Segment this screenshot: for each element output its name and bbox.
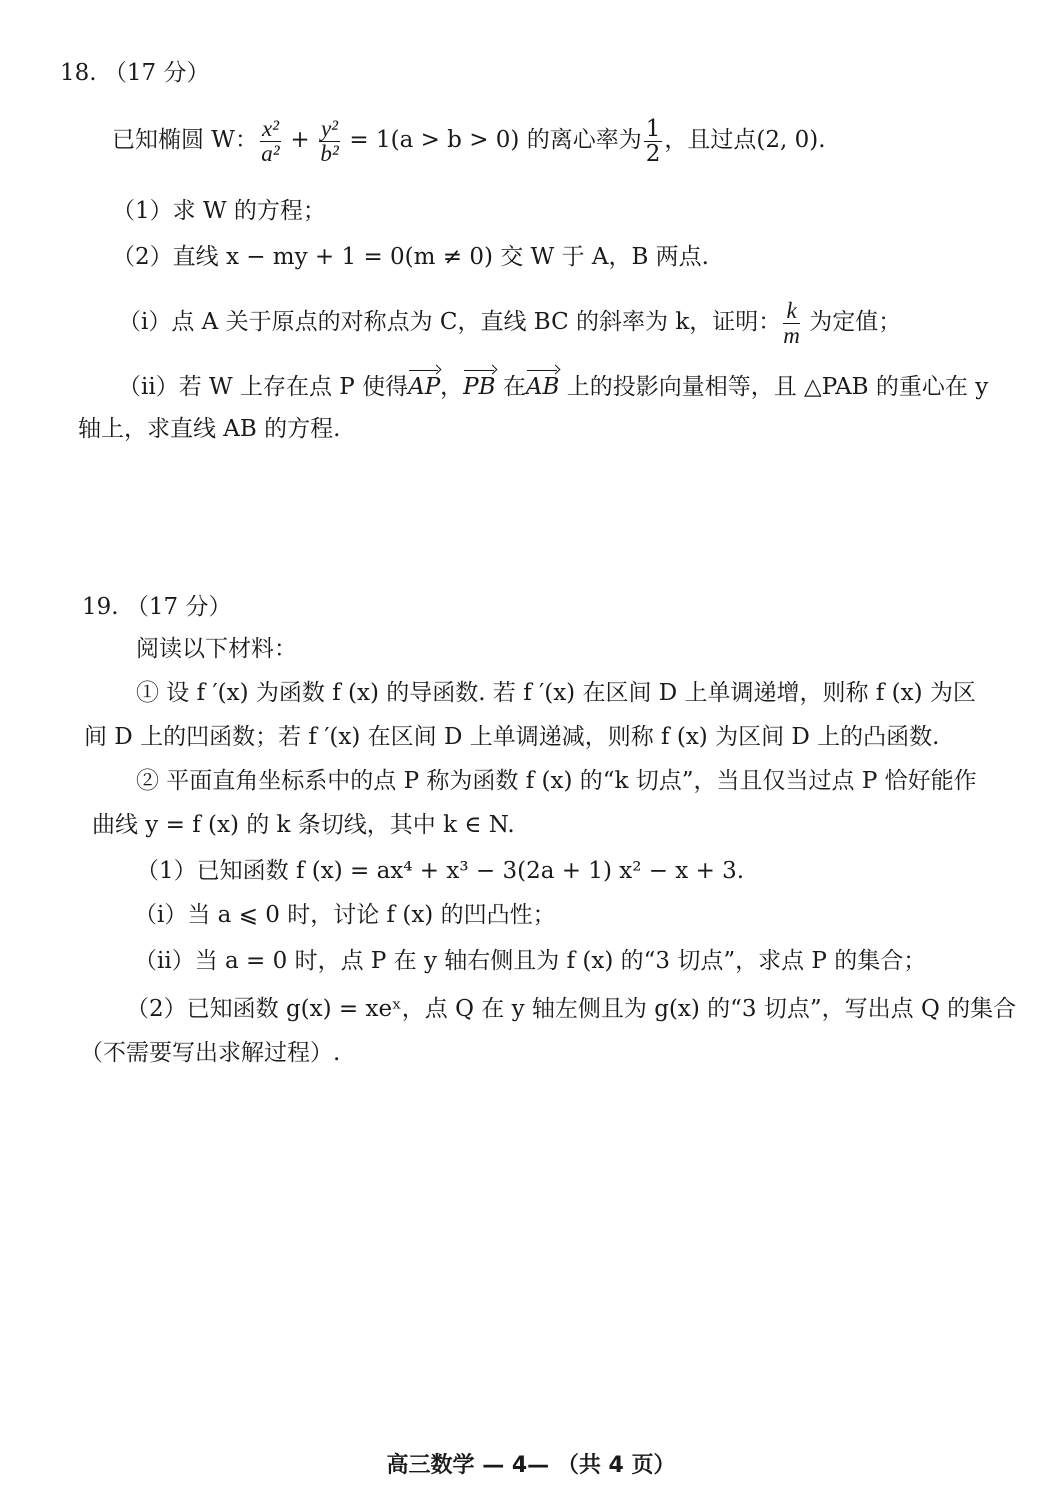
q18-part1: （1）求 W 的方程； [112,198,326,224]
q18-stem-tail: ，且过点(2, 0). [664,127,826,153]
fraction-k-m: $\frac{k}{m}$ [783,297,800,348]
vector-ap: AP [408,368,440,402]
fraction-x2-a2: $\frac{\text{x²}}{\text{a²}}$ [261,115,280,166]
page-footer: 高三数学 — 4— （共 4 页） [386,1453,676,1478]
q19-part1: （1）已知函数 f (x) = ax⁴ + x³ − 3(2a + 1) x² − x + 3. [136,858,745,884]
q19-part2-cont: （不需要写出求解过程）. [80,1040,341,1066]
vector-ab: AB [526,368,560,402]
q18-part2-ii-cont: 轴上，求直线 AB 的方程. [78,416,341,442]
q18-part2-i: （i）点 A 关于原点的对称点为 C，直线 BC 的斜率为 k，证明： $\frac{k}{m}$ 为定值； [118,297,902,348]
q19-part2: （2）已知函数 g(x) = xeˣ，点 Q 在 y 轴左侧且为 g(x) 的“3 切点”，写出点 Q 的集合 [126,996,1017,1022]
q18-part2-ii: （ii）若 W 上存在点 P 使得AP，PB 在AB 上的投影向量相等，且 △PAB 的重心在 y [118,368,988,402]
q19-intro: 阅读以下材料： [136,636,297,662]
vector-pb: PB [463,368,495,402]
q18-stem: 已知椭圆 W： $\frac{\text{x²}}{\text{a²}}$ + $\frac{\text{y²}}{\text{b²}}$ = 1(a > b > 0) 的离心率为 $\frac{1}{2}$ ，且过点(2, 0). [112,115,826,167]
q18-part2: （2）直线 x − my + 1 = 0(m ≠ 0) 交 W 于 A，B 两点. [112,244,709,270]
q18-stem-eq: = 1(a > b > 0) 的离心率为 [342,127,642,153]
q18-stem-lead: 已知椭圆 W： [112,127,258,153]
fraction-y2-b2: $\frac{\text{y²}}{\text{b²}}$ [320,115,339,166]
q19-part1-i: （i）当 a ⩽ 0 时，讨论 f (x) 的凹凸性； [134,902,556,928]
q19-material-2b: 曲线 y = f (x) 的 k 条切线，其中 k ∈ N. [92,812,515,838]
q19-material-1a: ① 设 f ′(x) 为函数 f (x) 的导函数. 若 f ′(x) 在区间 D 上单调递增，则称 f (x) 为区 [136,680,976,706]
q19-header: 19. （17 分） [82,594,232,620]
q19-material-1b: 间 D 上的凹函数；若 f ′(x) 在区间 D 上单调递减，则称 f (x) 为区间 D 上的凸函数. [84,724,940,750]
q18-header: 18. （17 分） [60,60,210,86]
q19-material-2a: ② 平面直角坐标系中的点 P 称为函数 f (x) 的“k 切点”，当且仅当过点 P 恰好能作 [136,768,977,794]
fraction-one-half: $\frac{1}{2}$ [645,115,661,167]
q19-part1-ii: （ii）当 a = 0 时，点 P 在 y 轴右侧且为 f (x) 的“3 切点”，求点 P 的集合； [134,948,927,974]
